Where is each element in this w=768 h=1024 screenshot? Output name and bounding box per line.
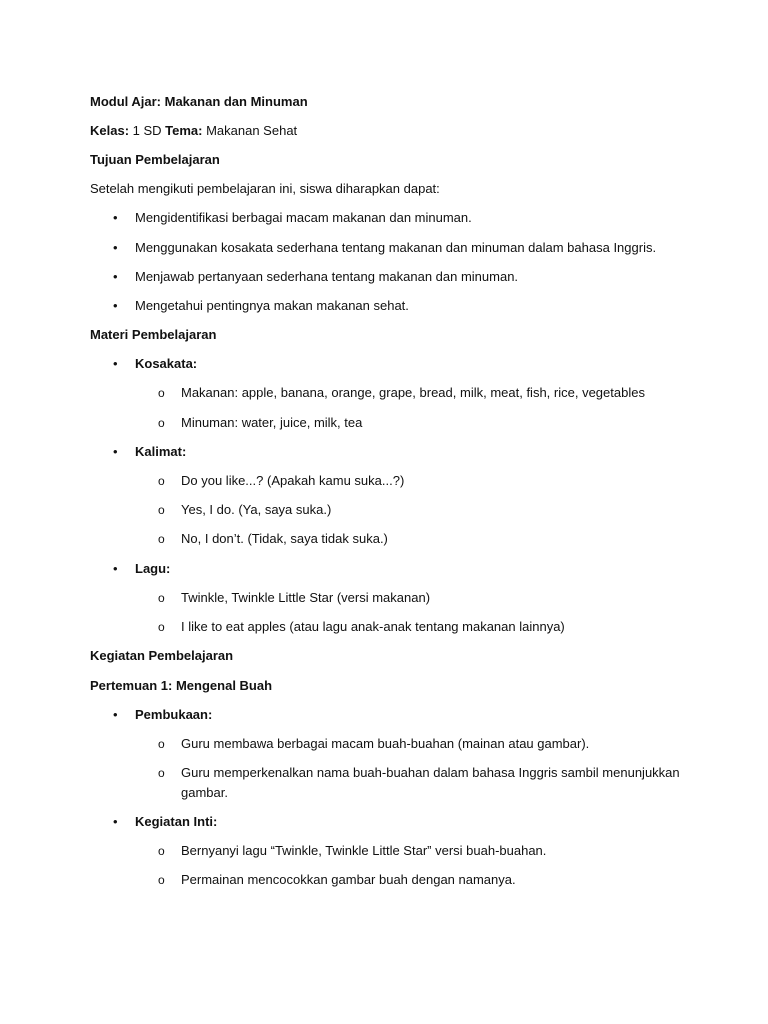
sub-list-item-text: Guru memperkenalkan nama buah-buahan dalam bahasa Inggris sambil menunjukkan gambar. [181, 765, 680, 800]
tema-label: Tema: [165, 123, 203, 138]
section-label: Lagu: [135, 561, 171, 576]
bullet-marker: • [113, 707, 118, 722]
bullet-marker: • [113, 814, 118, 829]
sub-bullet-marker: o [158, 737, 165, 751]
sub-list-item-text: Yes, I do. (Ya, saya suka.) [181, 502, 332, 517]
kelas-label: Kelas: [90, 123, 130, 138]
sub-bullet-marker: o [158, 620, 165, 634]
pertemuan-heading: Pertemuan 1: Mengenal Buah [90, 678, 273, 693]
sub-list-item-text: Guru membawa berbagai macam buah-buahan (mainan atau gambar). [181, 736, 590, 751]
bullet-marker: • [113, 269, 118, 284]
bullet-marker: • [113, 561, 118, 576]
class-theme-line [90, 121, 297, 141]
tujuan-heading: Tujuan Pembelajaran [90, 152, 220, 167]
sub-list-item-text: Twinkle, Twinkle Little Star (versi makanan) [181, 590, 431, 605]
list-item-text: Menjawab pertanyaan sederhana tentang makanan dan minuman. [135, 269, 519, 284]
kelas-value: 1 SD [129, 123, 166, 138]
sub-list-item-text: No, I don’t. (Tidak, saya tidak suka.) [181, 531, 388, 546]
section-label: Pembukaan: [135, 707, 213, 722]
bullet-marker: • [113, 356, 118, 371]
sub-bullet-marker: o [158, 844, 165, 858]
sub-list-item-text: Bernyanyi lagu “Twinkle, Twinkle Little Star” versi buah-buahan. [181, 843, 547, 858]
document-title: Modul Ajar: Makanan dan Minuman [90, 94, 308, 109]
list-item-text: Mengetahui pentingnya makan makanan sehat. [135, 298, 409, 313]
sub-list-item-text: Makanan: apple, banana, orange, grape, bread, milk, meat, fish, rice, vegetables [181, 385, 645, 400]
bullet-marker: • [113, 240, 118, 255]
tema-value: Makanan Sehat [202, 123, 298, 138]
sub-bullet-marker: o [158, 474, 165, 488]
section-label: Kegiatan Inti: [135, 814, 218, 829]
sub-bullet-marker: o [158, 386, 165, 400]
sub-bullet-marker: o [158, 766, 165, 780]
sub-bullet-marker: o [158, 503, 165, 517]
sub-bullet-marker: o [158, 532, 165, 546]
bullet-marker: • [113, 298, 118, 313]
sub-bullet-marker: o [158, 416, 165, 430]
sub-list-item-text: Permainan mencocokkan gambar buah dengan namanya. [181, 872, 516, 887]
sub-list-item-text: Minuman: water, juice, milk, tea [181, 415, 363, 430]
list-item-text: Menggunakan kosakata sederhana tentang makanan dan minuman dalam bahasa Inggris. [135, 240, 657, 255]
bullet-marker: • [113, 210, 118, 225]
bullet-marker: • [113, 444, 118, 459]
list-item-text: Mengidentifikasi berbagai macam makanan dan minuman. [135, 210, 472, 225]
materi-heading: Materi Pembelajaran [90, 327, 217, 342]
tujuan-intro: Setelah mengikuti pembelajaran ini, siswa diharapkan dapat: [90, 181, 440, 196]
sub-list-item-text: I like to eat apples (atau lagu anak-anak tentang makanan lainnya) [181, 619, 565, 634]
sub-bullet-marker: o [158, 591, 165, 605]
section-label: Kalimat: [135, 444, 187, 459]
sub-list-item-text: Do you like...? (Apakah kamu suka...?) [181, 473, 405, 488]
sub-bullet-marker: o [158, 873, 165, 887]
kegiatan-heading: Kegiatan Pembelajaran [90, 648, 234, 663]
section-label: Kosakata: [135, 356, 198, 371]
